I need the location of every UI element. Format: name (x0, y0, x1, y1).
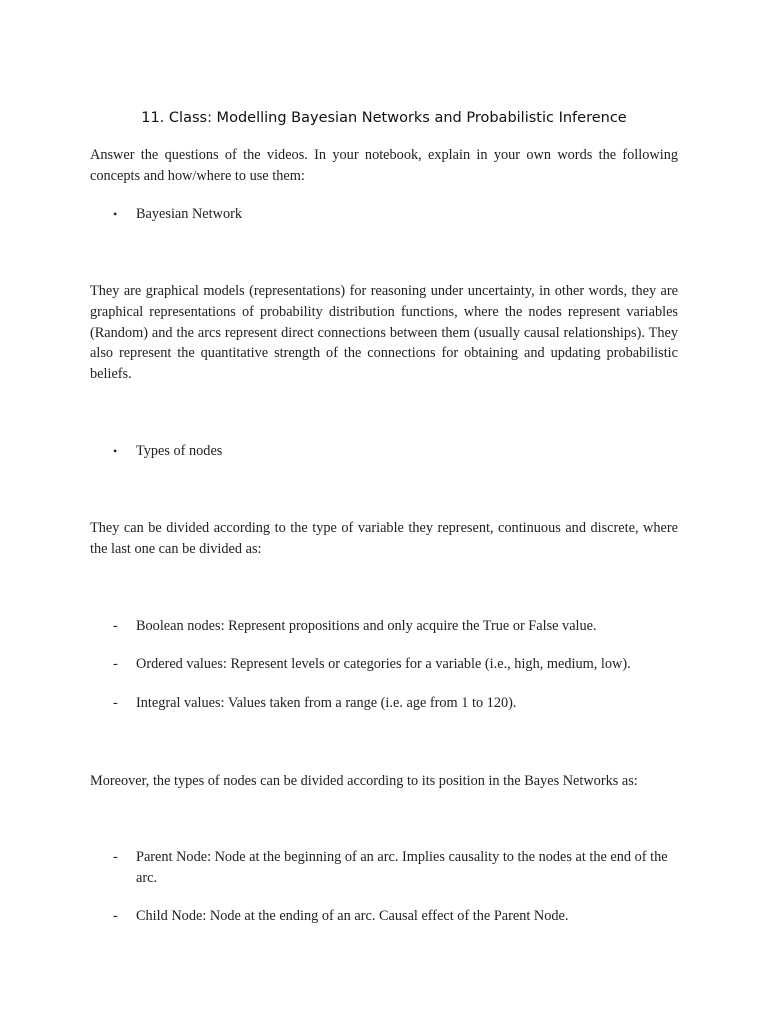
node-position-paragraph: Moreover, the types of nodes can be divided according to its position in the Bayes Networks as: (90, 773, 638, 789)
bullet-icon: • (113, 207, 118, 221)
bayesian-network-paragraph: They are graphical models (representations) for reasoning under uncertainty, in other words, they are graphical representations of probability distribution functions, where the nodes represent variables (Random) and the arcs represent direct connections between them (usually causal relationships). They also represent the quantitative strength of the connections for obtaining and updating probabilistic beliefs. (90, 283, 678, 383)
list-item (113, 616, 678, 637)
bullet-label: Types of nodes (136, 443, 223, 459)
list-item-text: Boolean nodes: Represent propositions and only acquire the True or False value. (136, 618, 597, 634)
list-item (113, 693, 678, 714)
list-item-text: Integral values: Values taken from a range (i.e. age from 1 to 120). (136, 695, 517, 711)
dash-marker: - (113, 695, 118, 711)
dash-marker: - (113, 849, 118, 865)
list-item (113, 847, 678, 889)
dash-marker: - (113, 618, 118, 634)
list-item (113, 654, 678, 675)
types-of-nodes-paragraph: They can be divided according to the type of variable they represent, continuous and discrete, where the last one can be divided as: (90, 520, 678, 557)
bullet-label: Bayesian Network (136, 206, 243, 222)
list-item-text: Ordered values: Represent levels or categories for a variable (i.e., high, medium, low). (136, 656, 631, 672)
dash-marker: - (113, 656, 118, 672)
bullet-icon: • (113, 444, 118, 458)
intro-paragraph: Answer the questions of the videos. In your notebook, explain in your own words the following concepts and how/where to use them: (90, 147, 678, 184)
list-item (113, 906, 678, 927)
dash-marker: - (113, 908, 118, 924)
list-item-text: Child Node: Node at the ending of an arc. Causal effect of the Parent Node. (136, 908, 569, 924)
list-item-text: Parent Node: Node at the beginning of an arc. Implies causality to the nodes at the end of the arc. (136, 849, 668, 886)
page-title: 11. Class: Modelling Bayesian Networks and Probabilistic Inference (141, 110, 627, 126)
